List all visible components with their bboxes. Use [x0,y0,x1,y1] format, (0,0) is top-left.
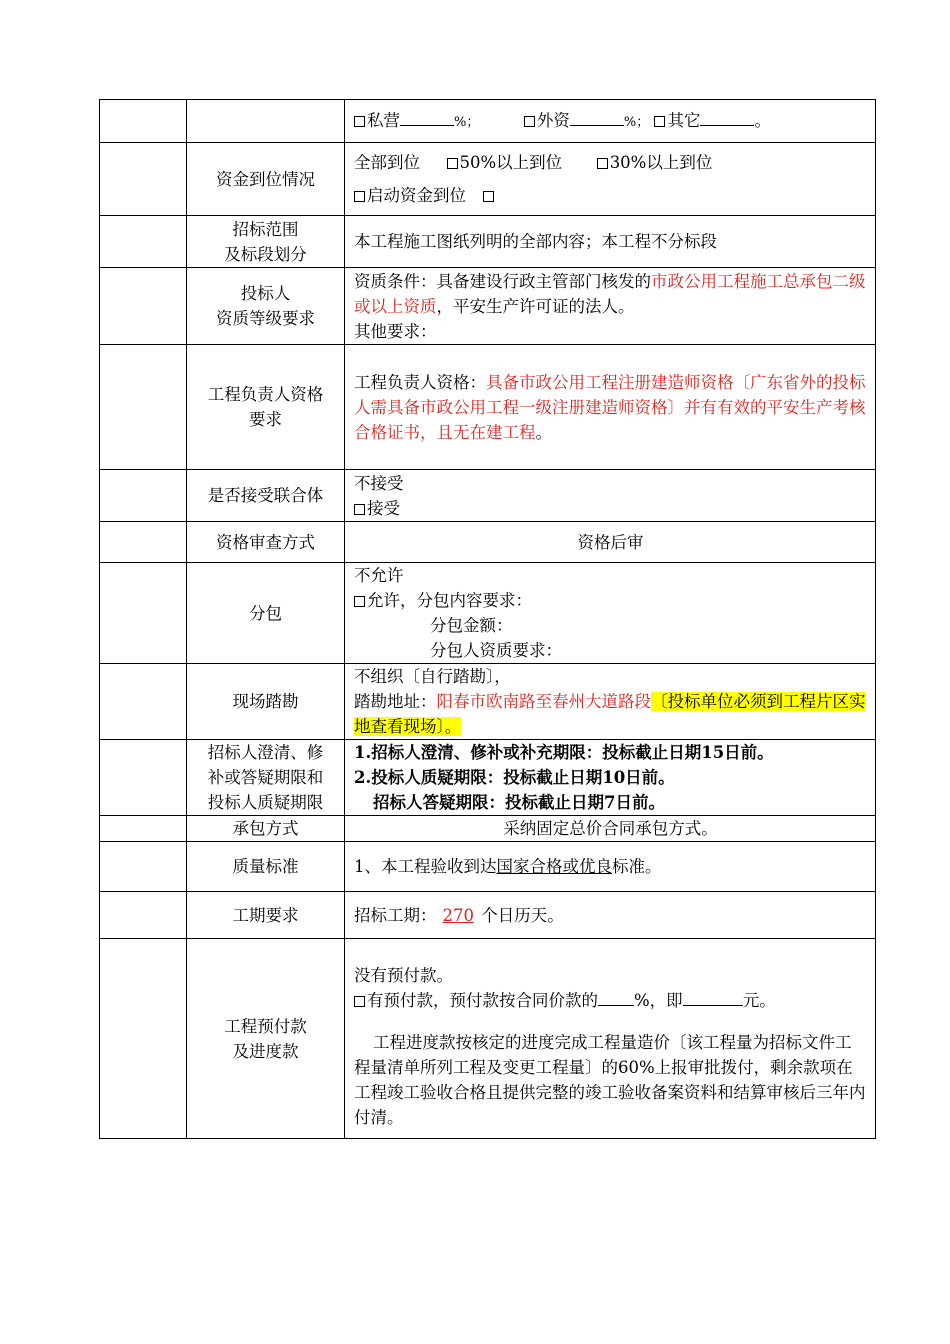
blank-other[interactable] [700,109,754,126]
clarify-line: 2.投标人质疑期限：投标截止日期10日前。 [354,768,675,787]
clarify-line: 招标人答疑期限：投标截止日期7日前。 [373,793,665,812]
label-consortium: 是否接受联合体 [187,470,345,522]
opt-all: 全部到位 [354,153,420,172]
manager-text: 。 [535,422,552,442]
quality-content [345,842,876,892]
label-contract: 承包方式 [187,816,345,842]
duration-text: 个日历天。 [481,905,564,925]
checkbox-30[interactable] [597,158,608,169]
manager-content [345,345,876,470]
checkbox-accept[interactable] [354,504,365,515]
row-ownership [100,100,876,143]
blank-cell [100,143,187,216]
blank-cell [100,216,187,268]
row-manager [100,345,876,470]
qual-required-level: 市政公用工程施工总承包二级或以上资质 [354,271,866,316]
blank-foreign-pct[interactable] [570,109,624,126]
payment-content [345,939,876,1139]
row-quality [100,842,876,892]
pct-text: %； [454,114,480,130]
qual-text: ，平安生产许可证的法人。 [436,296,635,316]
label-other: 其它 [667,110,701,130]
manager-requirement: 具备市政公用工程注册建造师资格〔广东省外的投标人需具备市政公用工程一级注册建造师资格〕并有有效的平安生产考核合格证书，且无在建工程 [354,372,866,442]
sub-qualification: 分包人资质要求： [430,641,562,660]
label-line: 要求 [249,410,282,429]
blank-cell [100,345,187,470]
label-qualification [187,268,345,345]
duration-days: 270 [442,905,474,925]
label-private: 私营 [367,110,400,130]
quality-text: 1、本工程验收到达 [354,857,497,876]
checkbox-advance[interactable] [354,996,365,1007]
label-line: 资质等级要求 [216,309,315,328]
progress-payment-text: 工程进度款按核定的进度完成工程量造价〔该工程量为招标文件工程量清单所列工程及变更工程量〕的60%上报审批拨付，剩余款项在工程竣工验收合格且提供完整的竣工验收备案资料和结算审核后三年内付清。 [354,1033,866,1127]
blank-cell [187,100,345,143]
blank-cell [100,892,187,939]
row-consortium [100,470,876,522]
opt-allow: 允许，分包内容要求： [367,591,532,610]
row-funds [100,143,876,216]
scope-content: 本工程施工图纸列明的全部内容；本工程不分标段 [345,216,876,268]
blank-private-pct[interactable] [400,109,454,126]
blank-cell [100,842,187,892]
row-qualification [100,268,876,345]
subcontract-options [345,563,876,664]
site-addr-label: 踏勘地址： [354,692,437,711]
advance-text: 有预付款，预付款按合同价款的 [367,991,598,1010]
label-payment [187,939,345,1139]
review-value: 资格后审 [345,522,876,563]
label-funds: 资金到位情况 [187,143,345,216]
opt-50: 50%以上到位 [459,153,563,172]
ownership-cell [345,100,876,143]
label-scope [187,216,345,268]
label-line: 及标段划分 [224,244,307,264]
advance-text: %，即 [634,991,683,1010]
manager-text: 工程负责人资格： [354,372,486,392]
blank-cell [100,522,187,563]
blank-cell [100,470,187,522]
row-scope [100,216,876,268]
label-line: 工程预付款 [224,1016,307,1036]
label-subcontract: 分包 [187,563,345,664]
site-visit-mode: 不组织〔自行踏勘〕， [354,667,511,686]
row-duration [100,892,876,939]
consortium-options [345,470,876,522]
label-line: 投标人质疑期限 [207,793,324,812]
checkbox-50[interactable] [447,158,458,169]
end-mark: 。 [754,110,771,130]
opt-accept: 接受 [367,498,400,518]
duration-content [345,892,876,939]
row-site-visit [100,664,876,740]
label-line: 招标人澄清、修 [207,743,324,762]
label-line: 招标范围 [232,219,299,239]
label-line: 工程负责人资格 [207,385,324,404]
opt-30: 30%以上到位 [609,153,713,172]
blank-cell [100,563,187,664]
opt-startup: 启动资金到位 [367,186,466,205]
sub-amount: 分包金额： [430,616,513,635]
qual-text: 资质条件：具备建设行政主管部门核发的 [354,271,651,291]
checkbox-foreign[interactable] [524,116,535,127]
qual-other: 其他要求： [354,321,437,341]
opt-not-accept: 不接受 [354,473,404,493]
label-line: 投标人 [240,284,291,303]
label-foreign: 外资 [536,110,570,130]
contract-value: 采纳固定总价合同承包方式。 [345,816,876,842]
opt-no-advance: 没有预付款。 [354,966,453,985]
checkbox-other[interactable] [654,116,665,127]
duration-text: 招标工期： [354,905,437,925]
blank-cell [100,268,187,345]
row-clarification [100,740,876,816]
blank-cell [100,664,187,740]
tender-info-table [99,99,876,1139]
checkbox-startup[interactable] [354,191,365,202]
site-visit-content [345,664,876,740]
label-review: 资格审查方式 [187,522,345,563]
row-subcontract [100,563,876,664]
clarify-line: 1.招标人澄清、修补或补充期限：投标截止日期15日前。 [354,743,774,762]
blank-cell [100,740,187,816]
site-note-highlight: 〔投标单位必须到工程片区实地查看现场〕。 [354,692,866,736]
blank-cell [100,100,187,143]
site-address: 阳春市欧南路至春州大道路段 [436,692,651,711]
row-review [100,522,876,563]
blank-advance-pct[interactable] [598,989,634,1006]
opt-not-allow: 不允许 [354,566,404,585]
advance-text: 元。 [742,991,776,1010]
funds-cell [345,143,876,216]
row-payment [100,939,876,1139]
label-site-visit: 现场踏勘 [187,664,345,740]
blank-cell [100,816,187,842]
clarification-content [345,740,876,816]
qualification-content [345,268,876,345]
checkbox-allow[interactable] [354,596,365,607]
checkbox-extra[interactable] [483,191,494,202]
blank-cell [100,939,187,1139]
row-contract [100,816,876,842]
quality-standard: 国家合格或优良 [496,857,612,876]
blank-advance-amount[interactable] [683,989,743,1006]
pct-text: %； [623,114,650,130]
label-line: 及进度款 [232,1041,299,1061]
checkbox-private[interactable] [354,116,365,127]
quality-text: 标准。 [612,857,662,876]
label-line: 补或答疑期限和 [207,768,324,787]
label-manager [187,345,345,470]
label-clarification [187,740,345,816]
label-duration: 工期要求 [187,892,345,939]
label-quality: 质量标准 [187,842,345,892]
